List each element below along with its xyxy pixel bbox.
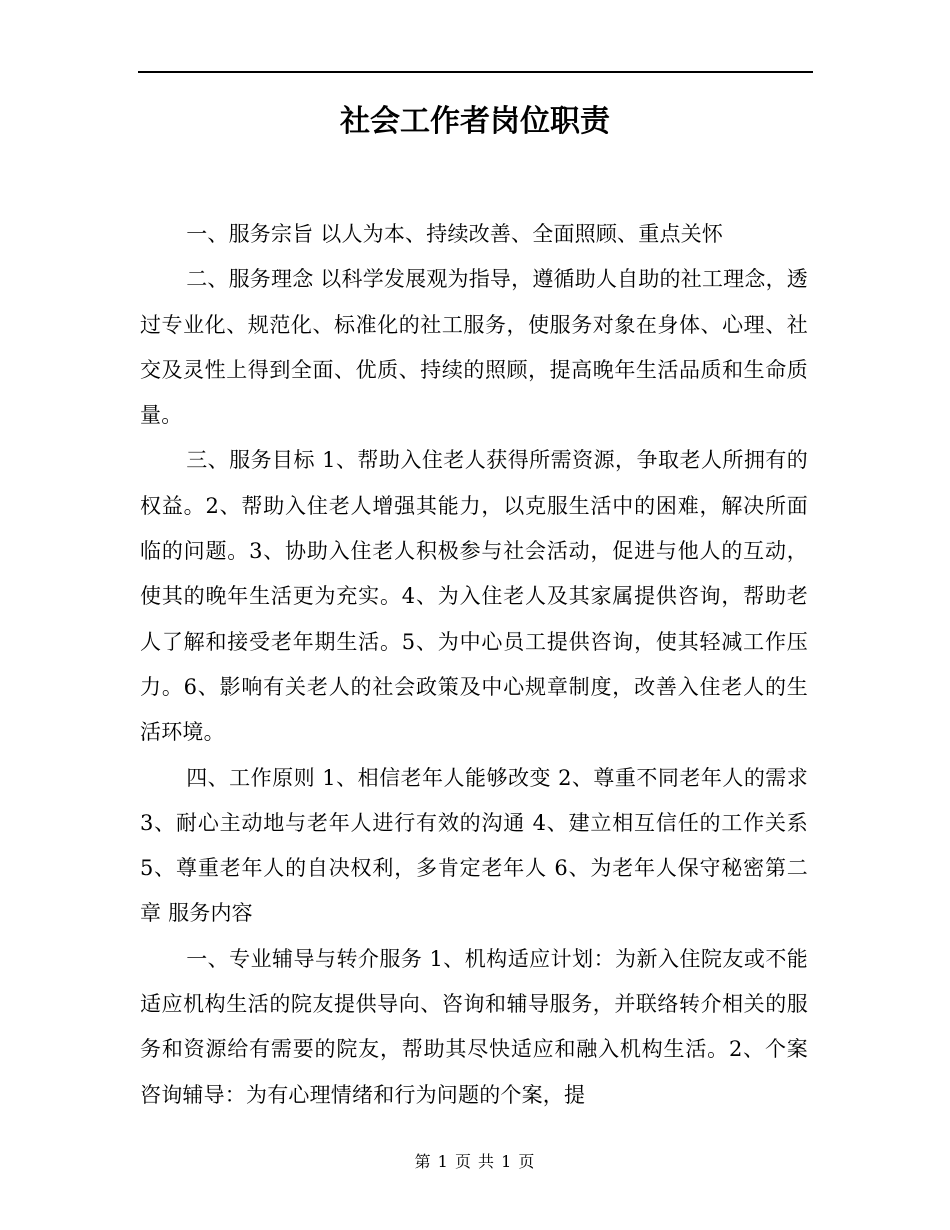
paragraph-service-philosophy: 二、服务理念 以科学发展观为指导，遵循助人自助的社工理念，透过专业化、规范化、标准化的社工服务，使服务对象在身体、心理、社交及灵性上得到全面、优质、持续的照顾，提高晚年生活品质和生命质量。 (140, 267, 808, 428)
header-rule (138, 71, 813, 73)
page-number-footer: 第 1 页 共 1 页 (414, 1152, 536, 1171)
document-title: 社会工作者岗位职责 (340, 104, 610, 139)
paragraph-service-goals: 三、服务目标 1、帮助入住老人获得所需资源，争取老人所拥有的权益。2、帮助入住老人增强其能力，以克服生活中的困难，解决所面临的问题。3、协助入住老人积极参与社会活动，促进与他人的互动，使其的晚年生活更为充实。4、为入住老人及其家属提供咨询，帮助老人了解和接受老年期生活。5、为中心员工提供咨询，使其轻减工作压力。6、影响有关老人的社会政策及中心规章制度，改善入住老人的生活环境。 (140, 448, 808, 745)
document-body (140, 212, 808, 1118)
paragraph-counseling-referral: 一、专业辅导与转介服务 1、机构适应计划：为新入住院友或不能适应机构生活的院友提供导向、咨询和辅导服务，并联络转介相关的服务和资源给有需要的院友，帮助其尽快适应和融入机构生活。2、个案咨询辅导：为有心理情绪和行为问题的个案，提 (140, 946, 808, 1107)
paragraph-service-purpose: 一、服务宗旨 以人为本、持续改善、全面照顾、重点关怀 (186, 222, 724, 246)
paragraph-work-principles: 四、工作原则 1、相信老年人能够改变 2、尊重不同老年人的需求 3、耐心主动地与老年人进行有效的沟通 4、建立相互信任的工作关系 5、尊重老年人的自决权利，多肯定老年人 6、为老年人保守秘密第二章 服务内容 (140, 765, 808, 926)
